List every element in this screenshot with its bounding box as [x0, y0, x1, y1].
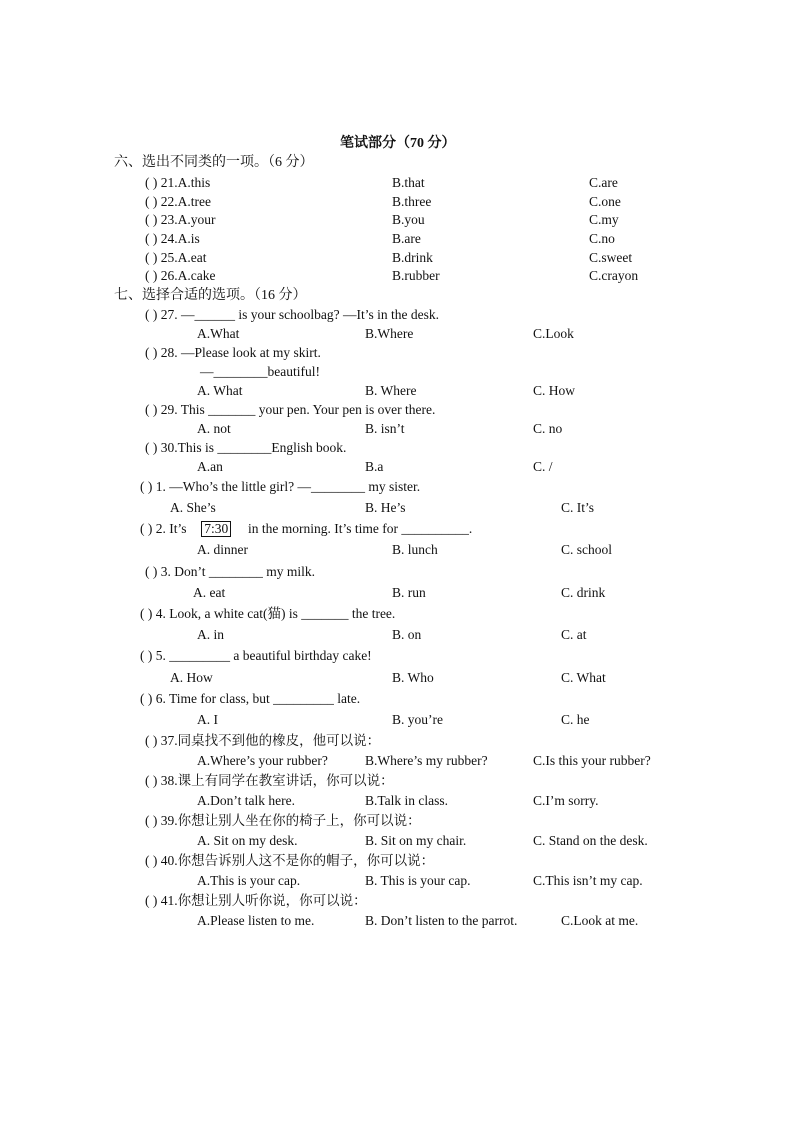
- q2-option-c: C. school: [561, 542, 613, 557]
- q27-stem: ( ) 27. —______ is your schoolbag? —It’s in the desk.: [145, 307, 439, 322]
- q28-stem-reply: —________beautiful!: [200, 364, 320, 379]
- q2-option-b: B. lunch: [392, 542, 438, 557]
- q29-option-c: C. no: [533, 421, 563, 436]
- q37-stem: ( ) 37.同桌找不到他的橡皮，他可以说：: [145, 733, 381, 748]
- q3-option-a: A. eat: [193, 585, 226, 600]
- q28-stem: ( ) 28. —Please look at my skirt.: [145, 345, 321, 360]
- q2-stem-pre: ( ) 2. It’s: [140, 521, 187, 536]
- q4-stem: ( ) 4. Look, a white cat(猫) is _______ the tree.: [140, 606, 396, 621]
- q2-stem: [140, 520, 472, 537]
- q40-stem: ( ) 40.你想告诉别人这不是你的帽子，你可以说：: [145, 853, 435, 868]
- q27-option-a: A.What: [197, 326, 240, 341]
- q4-option-a: A. in: [197, 627, 224, 642]
- q5-stem: ( ) 5. _________ a beautiful birthday cake!: [140, 648, 372, 663]
- q30-stem: ( ) 30.This is ________English book.: [145, 440, 347, 455]
- q5-option-c: C. What: [561, 670, 606, 685]
- q1-option-a: A. She’s: [170, 500, 216, 515]
- q29-option-b: B. isn’t: [365, 421, 405, 436]
- q4-option-b: B. on: [392, 627, 422, 642]
- q28-option-b: B. Where: [365, 383, 417, 398]
- q1-option-c: C. It’s: [561, 500, 595, 515]
- q25-option-c: C.sweet: [589, 250, 633, 265]
- q41-option-a: A.Please listen to me.: [197, 913, 315, 928]
- q40-option-a: A.This is your cap.: [197, 873, 301, 888]
- q6-stem: ( ) 6. Time for class, but _________ late.: [140, 691, 361, 706]
- q24-option-c: C.no: [589, 231, 615, 246]
- q22-stem: ( ) 22.A.tree: [145, 194, 211, 209]
- q26-option-c: C.crayon: [589, 268, 639, 283]
- q27-option-c: C.Look: [533, 326, 574, 341]
- q39-option-c: C. Stand on the desk.: [533, 833, 648, 848]
- q39-option-b: B. Sit on my chair.: [365, 833, 467, 848]
- q39-stem: ( ) 39.你想让别人坐在你的椅子上，你可以说：: [145, 813, 421, 828]
- q22-option-b: B.three: [392, 194, 432, 209]
- clock-time-box: 7:30: [201, 521, 231, 537]
- q23-stem: ( ) 23.A.your: [145, 212, 216, 227]
- q38-option-a: A.Don’t talk here.: [197, 793, 295, 808]
- q41-stem: ( ) 41.你想让别人听你说，你可以说：: [145, 893, 367, 908]
- q3-option-b: B. run: [392, 585, 426, 600]
- q25-option-b: B.drink: [392, 250, 433, 265]
- q37-option-c: C.Is this your rubber?: [533, 753, 651, 768]
- q38-option-b: B.Talk in class.: [365, 793, 449, 808]
- q21-option-b: B.that: [392, 175, 425, 190]
- q40-option-c: C.This isn’t my cap.: [533, 873, 643, 888]
- q2-stem-post: in the morning. It’s time for __________.: [248, 521, 473, 536]
- q1-option-b: B. He’s: [365, 500, 406, 515]
- q28-option-c: C. How: [533, 383, 576, 398]
- q4-option-c: C. at: [561, 627, 587, 642]
- q23-option-c: C.my: [589, 212, 619, 227]
- q38-stem: ( ) 38.课上有同学在教室讲话，你可以说：: [145, 773, 394, 788]
- q25-stem: ( ) 25.A.eat: [145, 250, 207, 265]
- q3-option-c: C. drink: [561, 585, 606, 600]
- q41-option-c: C.Look at me.: [561, 913, 639, 928]
- q6-option-a: A. I: [197, 712, 218, 727]
- section-7-heading: 七、选择合适的选项。（16 分）: [114, 288, 307, 303]
- q30-option-a: A.an: [197, 459, 223, 474]
- q37-option-a: A.Where’s your rubber?: [197, 753, 328, 768]
- q29-stem: ( ) 29. This _______ your pen. Your pen is over there.: [145, 402, 436, 417]
- q21-stem: ( ) 21.A.this: [145, 175, 211, 190]
- q5-option-a: A. How: [170, 670, 213, 685]
- q41-option-b: B. Don’t listen to the parrot.: [365, 913, 518, 928]
- q23-option-b: B.you: [392, 212, 425, 227]
- q28-option-a: A. What: [197, 383, 243, 398]
- q30-option-b: B.a: [365, 459, 384, 474]
- q39-option-a: A. Sit on my desk.: [197, 833, 298, 848]
- q26-stem: ( ) 26.A.cake: [145, 268, 216, 283]
- q26-option-b: B.rubber: [392, 268, 440, 283]
- q5-option-b: B. Who: [392, 670, 434, 685]
- q1-stem: ( ) 1. —Who’s the little girl? —________ my sister.: [140, 479, 421, 494]
- q27-option-b: B.Where: [365, 326, 414, 341]
- page-title: 笔试部分（70 分）: [340, 136, 456, 151]
- q2-option-a: A. dinner: [197, 542, 248, 557]
- section-6-heading: 六、选出不同类的一项。（6 分）: [114, 155, 314, 170]
- q29-option-a: A. not: [197, 421, 231, 436]
- q3-stem: ( ) 3. Don’t ________ my milk.: [145, 564, 315, 579]
- q6-option-c: C. he: [561, 712, 590, 727]
- q22-option-c: C.one: [589, 194, 621, 209]
- q21-option-c: C.are: [589, 175, 618, 190]
- q37-option-b: B.Where’s my rubber?: [365, 753, 488, 768]
- q30-option-c: C. /: [533, 459, 553, 474]
- q24-stem: ( ) 24.A.is: [145, 231, 200, 246]
- q38-option-c: C.I’m sorry.: [533, 793, 599, 808]
- q24-option-b: B.are: [392, 231, 421, 246]
- q6-option-b: B. you’re: [392, 712, 443, 727]
- q40-option-b: B. This is your cap.: [365, 873, 471, 888]
